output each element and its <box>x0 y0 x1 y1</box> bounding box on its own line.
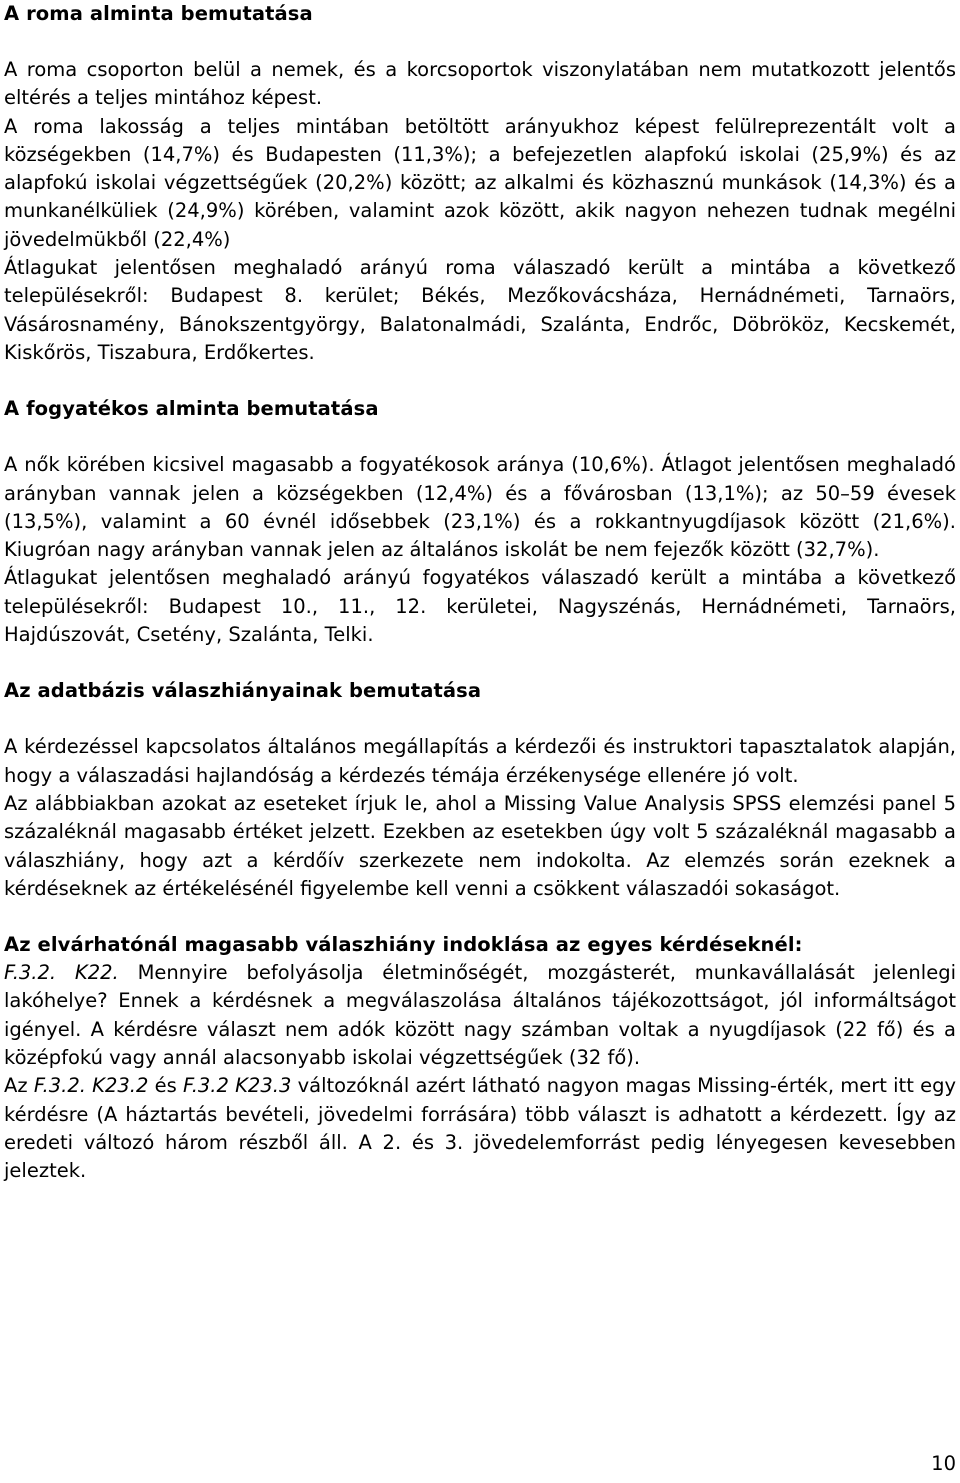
paragraph: A nők körében kicsivel magasabb a fogyatékosok aránya (10,6%). Átlagot jelentősen meghaladó arányban vannak jelen a községekben (12,4%) és a fővárosban (13,1%); az 50–59 évesek (13,5%), valamint a 60 évnél idősebbek (23,1%) és a rokkantnyugdíjasok között (21,6%). Kiugróan nagy arányban vannak jelen az általános iskolát be nem fejezők között (32,7%). <box>4 453 956 562</box>
paragraph: A kérdezéssel kapcsolatos általános megállapítás a kérdezői és instruktori tapasztalatok alapján, hogy a válaszadási hajlandóság a kérdezés témája érzékenysége ellenére jó volt. <box>4 735 956 787</box>
section-heading-adatbazis: Az adatbázis válaszhiányainak bemutatása <box>4 679 482 703</box>
paragraph: A roma lakosság a teljes mintában betöltött arányukhoz képest felülreprezentált volt a községekben (14,7%) és Budapesten (11,3%); a befejezetlen alapfokú iskolai (25,9%) és az alapfokú iskolai végzettségűek (20,2%) között; az alkalmi és közhasznú munkások (14,3%) és a munkanélküliek (24,9%) körében, valamint azok között, akik nagyon nehezen tudnak megélni jövedelmükből (22,4%) <box>4 114 956 251</box>
section-heading-roma: A roma alminta bemutatása <box>4 2 313 25</box>
page-number: 10 <box>931 1452 956 1475</box>
paragraph: F.3.2. K22. Mennyire befolyásolja életminőségét, mozgásterét, munkavállalását jelenlegi lakóhelye? Ennek a kérdésnek a megválaszolása általános tájékozottságot, jól informáltságot igényel. A kérdésre választ nem adók között nagy számban voltak a nyugdíjasok (22 fő) és a középfokú vagy annál alacsonyabb iskolai végzettségűek (32 fő). <box>4 961 957 1070</box>
paragraph: Átlagukat jelentősen meghaladó arányú roma válaszadó került a mintába a következő településekről: Budapest 8. kerület; Békés, Mezőkovácsháza, Hernádnémeti, Tarnaörs, Vásárosnamény, Bánokszentgyörgy, Balatonalmádi, Szalánta, Endrőc, Döbrököz, Kecskemét, Kiskőrös, Tiszabura, Erdőkertes. <box>4 256 956 364</box>
paragraph: A roma csoporton belül a nemek, és a korcsoportok viszonylatában nem mutatkozott jelentős eltérés a teljes mintához képest. <box>4 58 956 110</box>
document-page <box>4 0 956 1186</box>
variable-code: F.3.2. K22. <box>4 961 119 985</box>
paragraph: Átlagukat jelentősen meghaladó arányú fogyatékos válaszadó került a mintába a következő településekről: Budapest 10., 11., 12. kerületei, Nagyszénás, Hernádnémeti, Tarnaörs, Hajdúszovát, Csetény, Szalánta, Telki. <box>4 566 956 647</box>
section-heading-fogyatekos: A fogyatékos alminta bemutatása <box>4 397 379 421</box>
paragraph: Az alábbiakban azokat az eseteket írjuk le, ahol a Missing Value Analysis SPSS elemzési panel 5 százaléknál magasabb értéket jelzett. Ezekben az esetekben úgy volt 5 százaléknál magasabb a válaszhiány, hogy azt a kérdőív szerkezete nem indokolta. Az elemzés során ezeknek a kérdéseknek az értékelésénél figyelembe kell venni a csökkent válaszadói sokaságot. <box>4 791 956 900</box>
variable-code: F.3.2 K23.3 <box>183 1074 292 1098</box>
paragraph: Az F.3.2. K23.2 és F.3.2 K23.3 változóknál azért látható nagyon magas Missing-érték, mert itt egy kérdésre (A háztartás bevételi, jövedelmi forrására) több választ is adhatott a kérdezett. Így az eredeti változó három részből áll. A 2. és 3. jövedelemforrást pedig lényegesen kevesebben jeleztek. <box>4 1074 956 1183</box>
variable-code: F.3.2. K23.2 <box>33 1074 149 1098</box>
section-heading-valaszhiany: Az elvárhatónál magasabb válaszhiány indoklása az egyes kérdéseknél: <box>4 933 803 957</box>
